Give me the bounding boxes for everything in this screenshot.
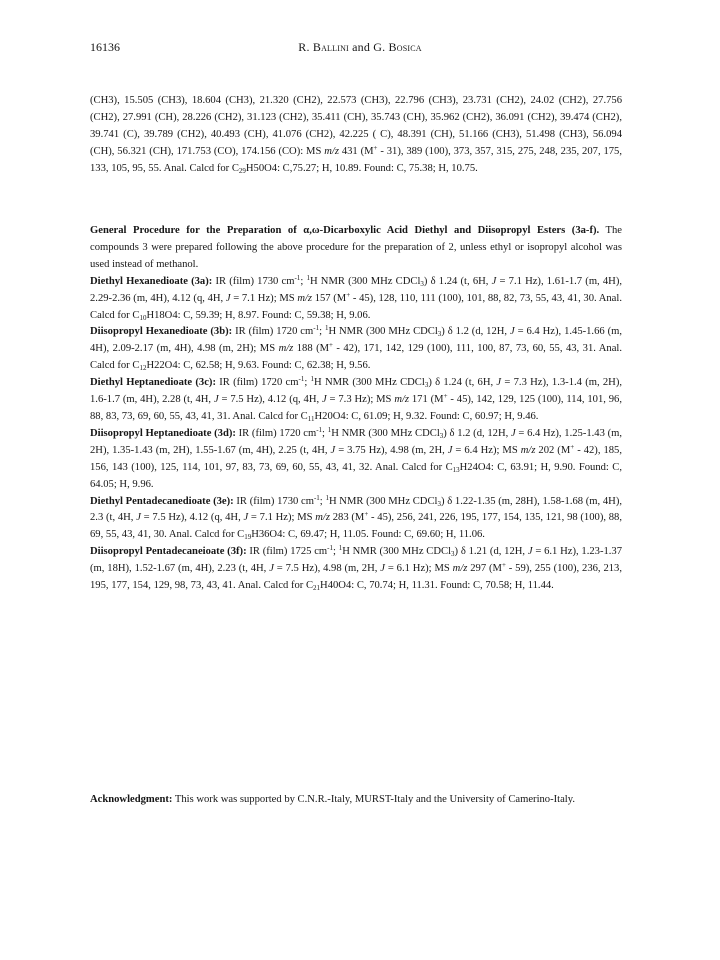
- compound-data: IR (film) 1720 $cm^{-1}$; $^1$H NMR (300 MHz CDCl$_3$) δ 1.2 (d, 12H, J = 6.4 Hz), 1.25-1.43 (m, 2H), 1.35-1.43 (m, 2H), 1.55-1.67 (m, 4H), 2.25 (t, 4H, J = 3.75 Hz), 4.98 (m, 2H, J = 6.4 Hz); MS m/z 202 (M+ - 42), 185, 156, 143 (100), 125, 114, 101, 97, 83, 73, 69, 60, 55, 43, 41, 32. Anal. Calcd for $C_{13}H24O4$: C, 63.91; H, 9.90. Found: C, 64.05; H, 9.96.: [90, 425, 623, 490]
- running-head: [0, 40, 720, 55]
- continued-paragraph: [90, 93, 622, 178]
- acknowledgment-paragraph: [90, 792, 622, 809]
- compound-name: Diethyl Hexanedioate (3a):: [90, 275, 213, 287]
- compound-name: Diisopropyl Hexanedioate (3b):: [90, 326, 233, 338]
- compound-data: IR (film) 1730 $cm^{-1}$; $^1$H NMR (300 MHz CDCl$_3$) δ 1.22-1.35 (m, 28H), 1.58-1.68 (m, 4H), 2.3 (t, 4H, J = 7.5 Hz), 4.12 (q, 4H, J = 7.1 Hz); MS m/z 283 (M+ - 45), 256, 241, 226, 195, 177, 154, 135, 121, 98 (100), 88, 69, 55, 43, 41, 30. Anal. Calcd for $C_{19}H36O4$: C, 69.47; H, 11.05. Found: C, 69.60; H, 11.06.: [90, 493, 623, 542]
- compound-entry: [90, 274, 622, 325]
- mz-label: m/z: [324, 145, 339, 157]
- general-procedure-title: General Procedure for the Preparation of α,ω-Dicarboxylic Acid Diethyl and Diisopropyl Esters (3a-f).: [90, 225, 600, 236]
- compound-data: IR (film) 1720 $cm^{-1}$; $^1$H NMR (300 MHz CDCl$_3$) δ 1.2 (d, 12H, J = 6.4 Hz), 1.45-1.66 (m, 4H), 2.09-2.17 (m, 4H), 4.98 (m, 2H); MS m/z 188 (M+ - 42), 171, 142, 129 (100), 111, 100, 87, 73, 60, 55, 43, 31. Anal. Calcd for $C_{12}H22O4$: C, 62.58; H, 9.63. Found: C, 62.38; H, 9.56.: [90, 324, 623, 373]
- author1-surname: Ballini: [312, 40, 349, 54]
- compound-entry: [90, 375, 622, 426]
- acknowledgment-text: This work was supported by C.N.R.-Italy, MURST-Italy and the University of Camerino-Italy.: [172, 794, 576, 805]
- compound-entry: [90, 426, 622, 494]
- compound-name: Diethyl Heptanedioate (3c):: [90, 377, 216, 389]
- compound-data: IR (film) 1725 $cm^{-1}$; $^1$H NMR (300 MHz CDCl$_3$) δ 1.21 (d, 12H, J = 6.1 Hz), 1.23-1.37 (m, 18H), 1.52-1.67 (m, 4H), 2.23 (t, 4H, J = 7.5 Hz), 4.98 (m, 2H, J = 6.1 Hz); MS m/z 297 (M+ - 59), 255 (100), 236, 213, 195, 177, 154, 129, 98, 73, 43, 41. Anal. Calcd for $C_{21}H40O4$: C, 70.74; H, 11.31. Found: C, 70.58; H, 11.44.: [90, 544, 623, 593]
- acknowledgment-label: Acknowledgment:: [90, 794, 173, 805]
- acknowledgment-section: [90, 792, 622, 809]
- compound-data: IR (film) 1730 $cm^{-1}$; $^1$H NMR (300 MHz CDCl$_3$) δ 1.24 (t, 6H, J = 7.1 Hz), 1.61-1.7 (m, 4H), 2.29-2.36 (m, 4H), 4.12 (q, 4H, J = 7.1 Hz); MS m/z 157 (M+ - 45), 128, 110, 111 (100), 101, 88, 82, 73, 55, 43, 41, 30. Anal. Calcd for $C_{10}H18O4$: C, 59.39; H, 8.97. Found: C, 59.38; H, 9.06.: [90, 273, 623, 322]
- author2-surname: Bosica: [388, 40, 422, 54]
- compound-name: Diisopropyl Heptanedioate (3d):: [90, 427, 236, 439]
- compound-data: IR (film) 1720 $cm^{-1}$; $^1$H NMR (300 MHz CDCl$_3$) δ 1.24 (t, 6H, J = 7.3 Hz), 1.3-1.4 (m, 2H), 1.6-1.7 (m, 4H), 2.28 (t, 4H, J = 7.5 Hz), 4.12 (q, 4H, J = 7.3 Hz); MS m/z 171 (M+ - 45), 142, 129, 125 (100), 114, 101, 96, 88, 83, 73, 69, 60, 55, 43, 41, 31. Anal. Calcd for $C_{11}H20O4$: C, 61.09; H, 9.32. Found: C, 60.97; H, 9.46.: [90, 375, 623, 423]
- compound-entry: [90, 324, 622, 375]
- page-number: 16136: [90, 40, 120, 54]
- compound-name: Diethyl Pentadecanedioate (3e):: [90, 495, 234, 507]
- general-procedure-text: The compounds 3 were prepared following the above procedure for the preparation of 2, unless ethyl or isopropyl alcohol was used instead of methanol.: [90, 225, 622, 270]
- compound-entry: [90, 494, 622, 545]
- continued-characterization: [90, 93, 622, 178]
- compound-name: Diisopropyl Pentadecaneioate (3f):: [90, 546, 247, 558]
- general-procedure-section: [90, 223, 622, 595]
- general-procedure-paragraph: [90, 223, 622, 274]
- running-head-and: and G.: [348, 40, 389, 54]
- continued-text-1: (CH3), 15.505 (CH3), 18.604 (CH3), 21.320 (CH2), 22.573 (CH3), 22.796 (CH3), 23.731 (CH2), 24.02 (CH2), 27.756 (CH2), 27.991 (CH), 28.226 (CH2), 31.123 (CH2), 35.411 (CH), 35.743 (CH), 35.962 (CH2), 36.091 (CH2), 39.474 (CH2), 39.741 (C), 39.789 (CH2), 40.493 (CH), 41.076 (CH2), 42.225 ( C), 48.391 (CH), 51.166 (CH3), 51.498 (CH3), 56.094 (CH), 56.321 (CH), 171.753 (CO), 174.156 (CO): MS: [90, 95, 622, 157]
- continued-text-2: 431 (M+ - 31), 389 (100), 373, 357, 315, 275, 248, 235, 207, 175, 133, 105, 95, 55. Anal. Calcd for $C_{29}H50O4$: C,75.27; H, 10.89. Found: C, 75.38; H, 10.75.: [90, 143, 622, 175]
- compound-entry: [90, 544, 622, 595]
- running-head-initial: R.: [298, 40, 313, 54]
